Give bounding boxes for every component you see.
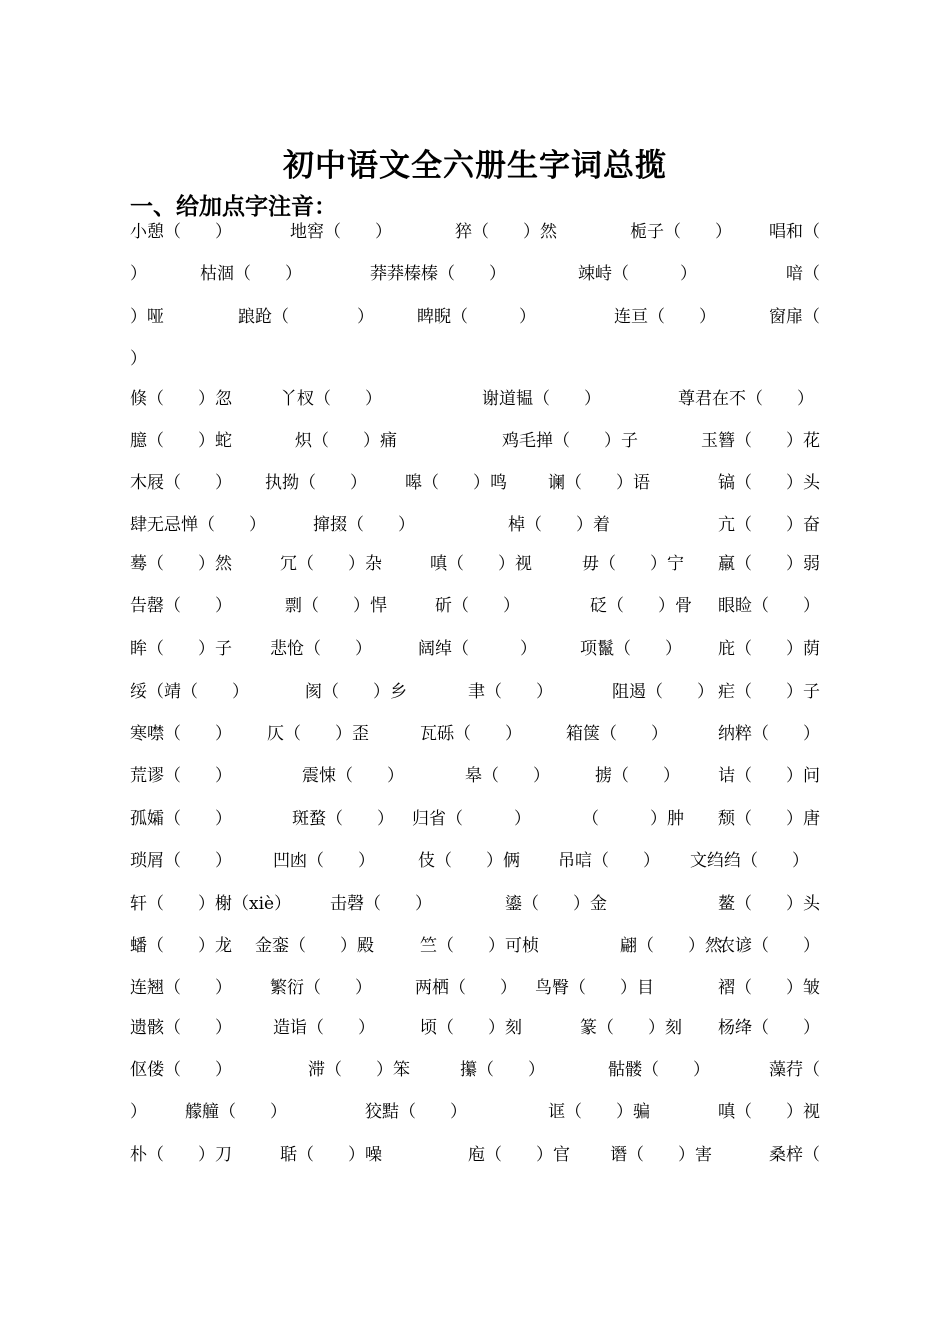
exercise-line <box>130 262 820 286</box>
word-blank-item: 顷（ ）刻 <box>420 1018 522 1038</box>
word-blank-item: 鸡毛掸（ ）子 <box>502 431 638 451</box>
word-blank-item: 肆无忌惮（ ） <box>130 515 266 535</box>
word-blank-item: 嗥（ ）鸣 <box>405 473 507 493</box>
word-blank-item: 蓦（ ）然 <box>130 554 232 574</box>
word-blank-item: 金銮（ ）殿 <box>255 936 374 956</box>
word-blank-item: 聒（ ）噪 <box>280 1145 382 1165</box>
word-blank-item: 造诣（ ） <box>273 1018 375 1038</box>
word-blank-item: 击磬（ ） <box>330 894 432 914</box>
word-blank-item: 阂（ ）乡 <box>305 682 407 702</box>
word-blank-item: 毋（ ）宁 <box>582 554 684 574</box>
word-blank-item: 农谚（ ） <box>718 936 820 956</box>
word-blank-item: 喑（ <box>786 264 820 284</box>
word-blank-item: 竦峙（ ） <box>578 264 697 284</box>
word-blank-item: 执拗（ ） <box>265 473 367 493</box>
exercise-line <box>130 513 820 537</box>
word-blank-item: ） <box>130 1102 147 1122</box>
word-blank-item: 凹凼（ ） <box>273 851 375 871</box>
word-blank-item: 臆（ ）蛇 <box>130 431 232 451</box>
word-blank-item: 小憩（ ） <box>130 222 232 242</box>
exercise-line <box>130 220 820 244</box>
word-blank-item: 尊君在不（ ） <box>678 389 814 409</box>
word-blank-item: 连翘（ ） <box>130 978 232 998</box>
word-blank-item: 连亘（ ） <box>614 307 716 327</box>
exercise-line <box>130 849 820 873</box>
word-blank-item: 蟠（ ）龙 <box>130 936 232 956</box>
word-blank-item: 项鬣（ ） <box>580 639 682 659</box>
word-blank-item: 绥（靖（ ） <box>130 682 249 702</box>
word-blank-item: 斑蝥（ ） <box>292 809 394 829</box>
word-blank-item: 皋（ ） <box>465 766 550 786</box>
word-blank-item: 纳粹（ ） <box>718 724 820 744</box>
word-blank-item: 两栖（ ） <box>415 978 517 998</box>
word-blank-item: 吊唁（ ） <box>558 851 660 871</box>
word-blank-item: 丫杈（ ） <box>280 389 382 409</box>
exercise-line <box>130 637 820 661</box>
word-blank-item: 庖（ ）官 <box>468 1145 570 1165</box>
word-blank-item: 掳（ ） <box>595 766 680 786</box>
word-blank-item: 荒谬（ ） <box>130 766 232 786</box>
word-blank-item: 艨艟（ ） <box>185 1102 287 1122</box>
word-blank-item: 告罄（ ） <box>130 596 232 616</box>
word-blank-item: 冗（ ）杂 <box>280 554 382 574</box>
exercise-line <box>130 552 820 576</box>
word-blank-item: ） <box>130 264 147 284</box>
exercise-line <box>130 764 820 788</box>
word-blank-item: 桑梓（ <box>769 1145 820 1165</box>
word-blank-item: 聿（ ） <box>468 682 553 702</box>
word-blank-item: 睥睨（ ） <box>417 307 536 327</box>
exercise-line <box>130 892 820 916</box>
word-blank-item: 地窖（ ） <box>290 222 392 242</box>
page-title: 初中语文全六册生字词总揽 <box>283 148 667 184</box>
word-blank-item: 攥（ ） <box>460 1060 545 1080</box>
section-heading: 一、给加点字注音： <box>130 193 337 220</box>
word-blank-item: 震悚（ ） <box>302 766 404 786</box>
word-blank-item: 棹（ ）着 <box>508 515 610 535</box>
exercise-line <box>130 347 820 371</box>
word-blank-item: 归省（ ） <box>412 809 531 829</box>
word-blank-item: 翩（ ）然 <box>620 936 722 956</box>
exercise-line <box>130 722 820 746</box>
word-blank-item: 栀子（ ） <box>630 222 732 242</box>
word-blank-item: 斫（ ） <box>435 596 520 616</box>
word-blank-item: 眸（ ）子 <box>130 639 232 659</box>
word-blank-item: 踉跄（ ） <box>238 307 374 327</box>
word-blank-item: 文绉绉（ ） <box>690 851 809 871</box>
exercise-line <box>130 807 820 831</box>
word-blank-item: 骷髅（ ） <box>608 1060 710 1080</box>
exercise-line <box>130 1100 820 1124</box>
exercise-line <box>130 387 820 411</box>
exercise-line <box>130 1016 820 1040</box>
word-blank-item: 遗骸（ ） <box>130 1018 232 1038</box>
word-blank-item: 谮（ ）害 <box>610 1145 712 1165</box>
word-blank-item: 寒噤（ ） <box>130 724 232 744</box>
word-blank-item: 撺掇（ ） <box>313 515 415 535</box>
word-blank-item: 篆（ ）刻 <box>580 1018 682 1038</box>
exercise-line <box>130 976 820 1000</box>
word-blank-item: 倏（ ）忽 <box>130 389 232 409</box>
word-blank-item: ）哑 <box>130 307 164 327</box>
word-blank-item: 伛偻（ ） <box>130 1060 232 1080</box>
word-blank-item: 杨绛（ ） <box>718 1018 820 1038</box>
word-blank-item: 鎏（ ）金 <box>505 894 607 914</box>
word-blank-item: 枯涸（ ） <box>200 264 302 284</box>
word-blank-item: 伎（ ）俩 <box>418 851 520 871</box>
exercise-line <box>130 1058 820 1082</box>
word-blank-item: 滞（ ）笨 <box>308 1060 410 1080</box>
word-blank-item: 鸟臀（ ）目 <box>535 978 654 998</box>
exercise-line <box>130 934 820 958</box>
word-blank-item: 轩（ ）榭（xiè） <box>130 894 292 914</box>
exercise-line <box>130 594 820 618</box>
exercise-line <box>130 471 820 495</box>
word-blank-item: 莽莽榛榛（ ） <box>370 264 506 284</box>
word-blank-item: 炽（ ）痛 <box>295 431 397 451</box>
word-blank-item: 琐屑（ ） <box>130 851 232 871</box>
word-blank-item: 诘（ ）问 <box>718 766 820 786</box>
word-blank-item: 砭（ ）骨 <box>590 596 692 616</box>
word-blank-item: 疟（ ）子 <box>718 682 820 702</box>
word-blank-item: 颓（ ）唐 <box>718 809 820 829</box>
word-blank-item: 眼睑（ ） <box>718 596 820 616</box>
word-blank-item: 嗔（ ）视 <box>718 1102 820 1122</box>
word-blank-item: 玉簪（ ）花 <box>701 431 820 451</box>
word-blank-item: 剽（ ）悍 <box>285 596 387 616</box>
word-blank-item: 繁衍（ ） <box>270 978 372 998</box>
word-blank-item: 亢（ ）奋 <box>718 515 820 535</box>
word-blank-item: 嗔（ ）视 <box>430 554 532 574</box>
word-blank-item: 诓（ ）骗 <box>548 1102 650 1122</box>
exercise-line <box>130 429 820 453</box>
word-blank-item: 阻遏（ ） <box>612 682 714 702</box>
word-blank-item: 镐（ ）头 <box>718 473 820 493</box>
exercise-line <box>130 305 820 329</box>
word-blank-item: 藻荇（ <box>769 1060 820 1080</box>
word-blank-item: 庇（ ）荫 <box>718 639 820 659</box>
exercise-line <box>130 680 820 704</box>
word-blank-item: 猝（ ）然 <box>455 222 557 242</box>
word-blank-item: 唱和（ <box>769 222 820 242</box>
word-blank-item: 羸（ ）弱 <box>718 554 820 574</box>
word-blank-item: ） <box>130 349 147 369</box>
word-blank-item: 谰（ ）语 <box>548 473 650 493</box>
word-blank-item: 仄（ ）歪 <box>267 724 369 744</box>
word-blank-item: 窗扉（ <box>769 307 820 327</box>
word-blank-item: 悲怆（ ） <box>270 639 372 659</box>
word-blank-item: 箱箧（ ） <box>566 724 668 744</box>
word-blank-item: 竺（ ）可桢 <box>420 936 539 956</box>
word-blank-item: 阔绰（ ） <box>418 639 537 659</box>
word-blank-item: 朴（ ）刀 <box>130 1145 232 1165</box>
word-blank-item: 褶（ ）皱 <box>718 978 820 998</box>
word-blank-item: 瓦砾（ ） <box>420 724 522 744</box>
word-blank-item: （ ）肿 <box>582 809 684 829</box>
exercise-line <box>130 1143 820 1167</box>
word-blank-item: 鳌（ ）头 <box>718 894 820 914</box>
word-blank-item: 木屐（ ） <box>130 473 232 493</box>
word-blank-item: 谢道韫（ ） <box>482 389 601 409</box>
word-blank-item: 狡黠（ ） <box>365 1102 467 1122</box>
word-blank-item: 孤孀（ ） <box>130 809 232 829</box>
